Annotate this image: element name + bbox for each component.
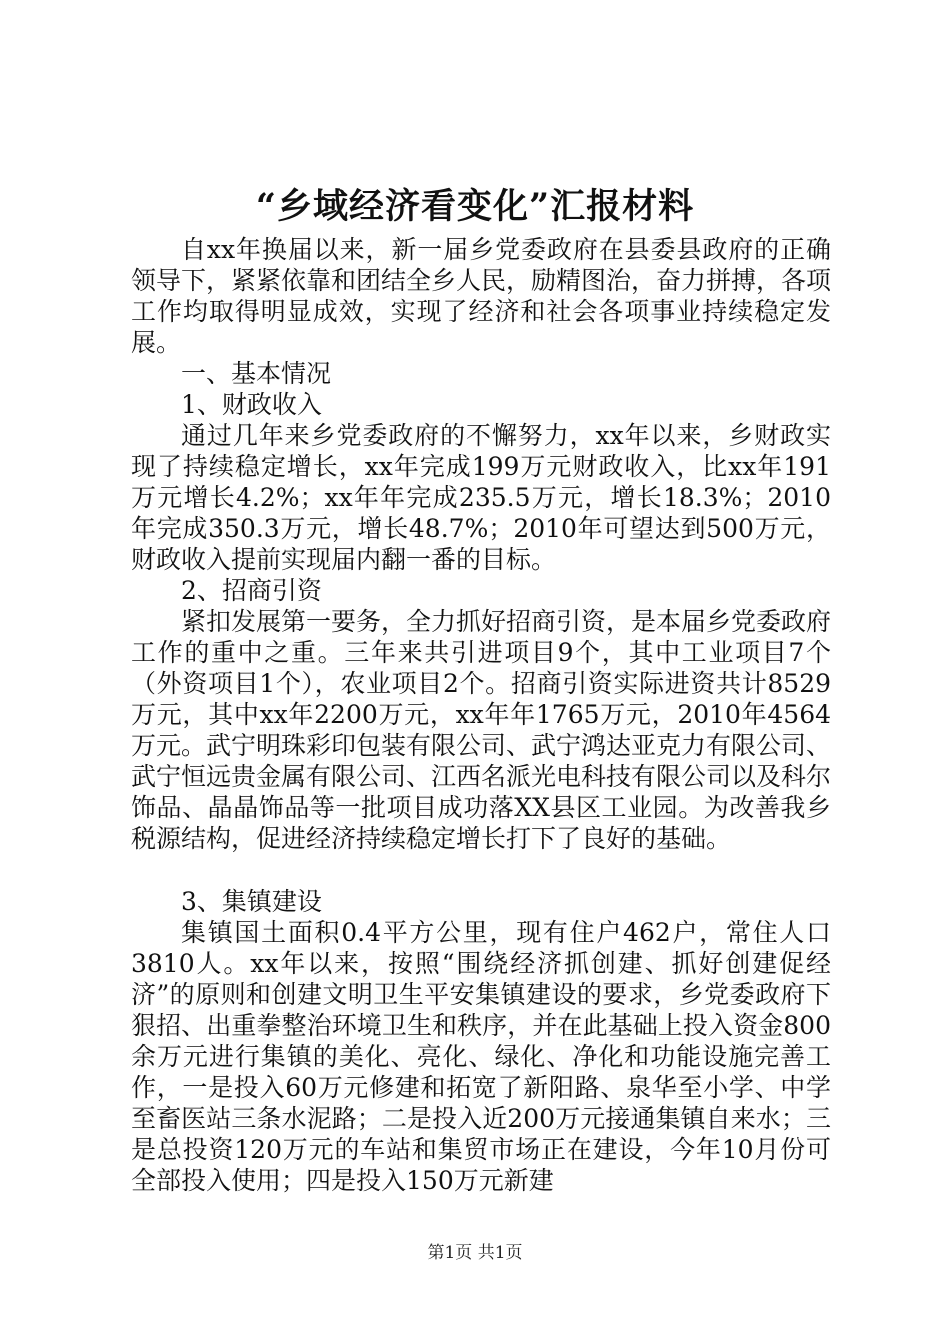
heading-investment: 2、招商引资 [181,576,322,605]
heading-fiscal-revenue: 1、财政收入 [181,390,322,419]
paragraph-fiscal-revenue: 通过几年来乡党委政府的不懈努力，xx年以来，乡财政实现了持续稳定增长，xx年完成199万元财政收入，比xx年191万元增长4.2%；xx年年完成235.5万元，增长18.3%；2010年完成350.3万元，增长48.7%；2010年可望达到500万元，财政收入提前实现届内翻一番的目标。 [131,421,831,574]
heading-town-construction: 3、集镇建设 [181,887,322,916]
document-body [131,234,831,1196]
paragraph-spacer [131,854,831,886]
paragraph-investment: 紧扣发展第一要务，全力抓好招商引资，是本届乡党委政府工作的重中之重。三年来共引进项目9个，其中工业项目7个（外资项目1个），农业项目2个。招商引资实际进资共计8529万元，其中xx年2200万元，xx年年1765万元，2010年4564万元。武宁明珠彩印包装有限公司、武宁鸿达亚克力有限公司、武宁恒远贵金属有限公司、江西名派光电科技有限公司以及科尔饰品、晶晶饰品等一批项目成功落XX县区工业园。为改善我乡税源结构，促进经济持续稳定增长打下了良好的基础。 [131,607,832,853]
paragraph-intro: 自xx年换届以来，新一届乡党委政府在县委县政府的正确领导下，紧紧依靠和团结全乡人民，励精图治，奋力拼搏，各项工作均取得明显成效，实现了经济和社会各项事业持续稳定发展。 [131,235,832,357]
heading-basic-situation: 一、基本情况 [181,359,332,388]
document-title: “乡域经济看变化”汇报材料 [255,186,695,227]
page-footer: 第1页 共1页 [427,1243,523,1263]
paragraph-town-construction: 集镇国土面积0.4平方公里，现有住户462户，常住人口3810人。xx年以来，按照“围绕经济抓创建、抓好创建促经济”的原则和创建文明卫生平安集镇建设的要求，乡党委政府下狠招、出重拳整治环境卫生和秩序，并在此基础上投入资金800余万元进行集镇的美化、亮化、绿化、净化和功能设施完善工作，一是投入60万元修建和拓宽了新阳路、泉华至小学、中学至畜医站三条水泥路；二是投入近200万元接通集镇自来水；三是总投资120万元的车站和集贸市场正在建设，今年10月份可全部投入使用；四是投入150万元新建 [131,918,831,1195]
